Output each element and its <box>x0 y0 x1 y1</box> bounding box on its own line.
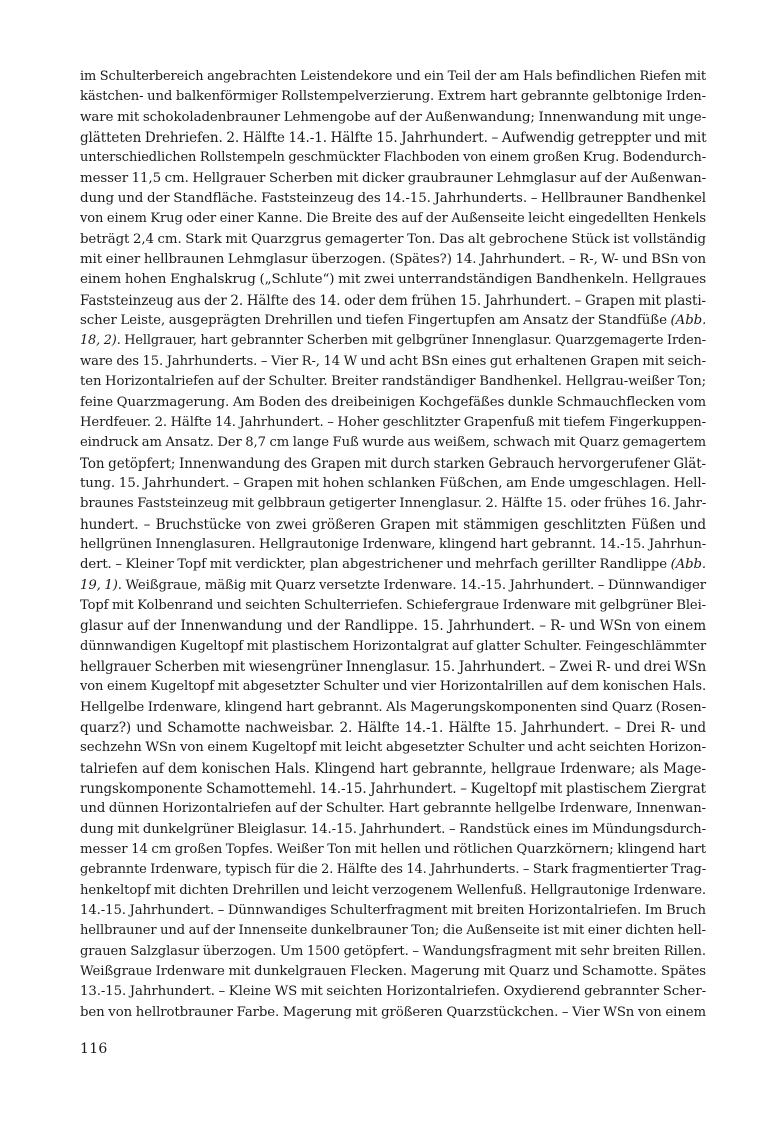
text-run: Faststeinzeug aus der 2. Hälfte des 14. oder dem frühen 15. Jahrhundert. – Grapen mit plasti- <box>80 292 706 309</box>
text-run: hellbrauner und auf der Innenseite dunkelbrauner Ton; die Außenseite ist mit einer dichten hell- <box>80 923 706 939</box>
text-run: kästchen- und balkenförmiger Rollstempelverzierung. Extrem hart gebrannte gelbtonige Irden- <box>80 89 706 105</box>
text-run: Herdfeuer. 2. Hälfte 14. Jahrhundert. – Hoher geschlitzter Grapenfuß mit tiefem Fingerkuppen- <box>80 414 706 430</box>
text-run: messer 14 cm großen Topfes. Weißer Ton mit hellen und rötlichen Quarzkörnern; klingend hart <box>80 842 706 858</box>
text-run: quarz?) und Schamotte nachweisbar. 2. Hälfte 14.-1. Hälfte 15. Jahrhundert. – Drei R- und <box>80 720 706 736</box>
text-line <box>80 1003 706 1023</box>
text-line <box>80 331 706 351</box>
text-line <box>80 454 706 474</box>
text-run: . Hellgrauer, hart gebrannter Scherben mit gelbgrüner Innenglasur. Quarzgemagerte Irden- <box>116 333 706 349</box>
text-line <box>80 616 706 636</box>
text-run: glätteten Drehriefen. 2. Hälfte 14.-1. Hälfte 15. Jahrhundert. – Aufwendig getreppter und mit <box>80 130 707 147</box>
text-run: ware des 15. Jahrhunderts. – Vier R-, 14 W und acht BSn eines gut erhaltenen Grapen mit seich- <box>80 353 706 369</box>
text-line <box>80 779 706 799</box>
text-run: 13.-15. Jahrhundert. – Kleine WS mit seichten Horizontalriefen. Oxydierend gebrannter Scher- <box>80 984 706 1000</box>
text-line <box>80 270 706 290</box>
text-run: Topf mit Kolbenrand und seichten Schulterriefen. Schiefergraue Irdenware mit gelbgrüner Blei- <box>80 597 706 613</box>
text-line <box>80 820 706 840</box>
text-line <box>80 494 706 514</box>
text-run: talriefen auf dem konischen Hals. Klingend hart gebrannte, hellgraue Irdenware; als Mage- <box>80 760 706 777</box>
text-line <box>80 962 706 982</box>
text-run: im Schulterbereich angebrachten Leistendekore und ein Teil der am Hals befindlichen Riefen mit <box>80 69 706 84</box>
text-line <box>80 230 706 250</box>
figure-reference: (Abb. <box>670 557 706 573</box>
text-line <box>80 189 706 209</box>
text-line <box>80 128 706 148</box>
text-line <box>80 413 706 433</box>
text-line <box>80 87 706 107</box>
text-line <box>80 738 706 758</box>
figure-reference: 19, 1) <box>80 577 118 593</box>
text-line <box>80 250 706 270</box>
text-run: von einem Krug oder einer Kanne. Die Breite des auf der Außenseite leicht eingedellten Henkels <box>80 211 706 227</box>
text-run: ten Horizontalriefen auf der Schulter. Breiter randständiger Bandhenkel. Hellgrau-weißer Ton; <box>80 374 706 390</box>
text-line <box>80 555 706 575</box>
text-line <box>80 799 706 819</box>
text-run: scher Leiste, ausgeprägten Drehrillen und tiefen Fingertupfen am Ansatz der Standfüße <box>80 313 671 329</box>
text-run: messer 11,5 cm. Hellgrauer Scherben mit dicker graubrauner Lehmglasur auf der Außenwan- <box>80 170 706 186</box>
text-run: rungskomponente Schamottemehl. 14.-15. Jahrhundert. – Kugeltopf mit plastischem Ziergrat <box>80 781 706 798</box>
text-line <box>80 535 706 555</box>
text-run: feine Quarzmagerung. Am Boden des dreibeinigen Kochgefäßes dunkle Schmauchflecken vom <box>80 394 706 410</box>
text-run: von einem Kugeltopf mit abgesetzter Schulter und vier Horizontalrillen auf dem konischen Hals. <box>80 679 706 695</box>
text-run: hellgrünen Innenglasuren. Hellgrautonige Irdenware, klingend hart gebrannt. 14.-15. Jahrhun- <box>80 536 707 552</box>
text-run: dünnwandigen Kugeltopf mit plastischem Horizontalgrat auf glatter Schulter. Feingeschlämmter <box>80 638 707 654</box>
text-run: beträgt 2,4 cm. Stark mit Quarzgrus gemagerter Ton. Das alt gebrochene Stück ist vollständig <box>80 231 706 247</box>
text-line <box>80 942 706 962</box>
text-line <box>80 637 706 657</box>
text-run: unterschiedlichen Rollstempeln geschmückter Flachboden von einem großen Krug. Bodendurch- <box>80 150 706 166</box>
text-run: glasur auf der Innenwandung und der Randlippe. 15. Jahrhundert. – R- und WSn von einem <box>80 618 706 635</box>
text-run: hundert. – Bruchstücke von zwei größeren Grapen mit stämmigen geschlitzten Füßen und <box>80 516 706 533</box>
text-line <box>80 576 706 596</box>
text-line <box>80 108 706 128</box>
text-run: gebrannte Irdenware, typisch für die 2. Hälfte des 14. Jahrhunderts. – Stark fragmentierter Trag- <box>80 862 706 878</box>
text-line <box>80 982 706 1002</box>
text-line <box>80 901 706 921</box>
text-run: ben von hellrotbrauner Farbe. Magerung mit größeren Quarzstückchen. – Vier WSn von einem <box>80 1004 706 1020</box>
text-run: 14.-15. Jahrhundert. – Dünnwandiges Schulterfragment mit breiten Horizontalriefen. Im Bruch <box>80 903 706 919</box>
text-run: und dünnen Horizontalriefen auf der Schulter. Hart gebrannte hellgelbe Irdenware, Innenwan- <box>80 801 706 817</box>
text-run: Ton getöpfert; Innenwandung des Grapen mit durch starken Gebrauch hervorgerufener Glät- <box>80 455 706 472</box>
text-line <box>80 759 706 779</box>
text-line <box>80 352 706 372</box>
text-run: grauen Salzglasur überzogen. Um 1500 getöpfert. – Wandungsfragment mit sehr breiten Rillen. <box>80 943 706 959</box>
text-run: Weißgraue Irdenware mit dunkelgrauen Flecken. Magerung mit Quarz und Schamotte. Spätes <box>80 964 706 980</box>
text-run: tung. 15. Jahrhundert. – Grapen mit hohen schlanken Füßchen, am Ende umgeschlagen. Hell- <box>80 475 706 491</box>
text-line <box>80 840 706 860</box>
text-run: eindruck am Ansatz. Der 8,7 cm lange Fuß wurde aus weißem, schwach mit Quarz gemagertem <box>80 435 706 451</box>
text-line <box>80 677 706 697</box>
text-run: einem hohen Enghalskrug („Schlute“) mit zwei unterrandständigen Bandhenkeln. Hellgraues <box>80 272 706 288</box>
figure-reference: (Abb. <box>670 313 707 329</box>
text-line <box>80 596 706 616</box>
text-run: ware mit schokoladenbrauner Lehmengobe auf der Außenwandung; Innenwandung mit unge- <box>80 109 706 125</box>
body-text <box>80 67 706 1023</box>
page-number: 116 <box>80 1041 108 1057</box>
text-line <box>80 169 706 189</box>
figure-reference: 18, 2) <box>80 333 117 349</box>
text-run: Hellgelbe Irdenware, klingend hart gebrannt. Als Magerungskomponenten sind Quarz (Rosen- <box>80 699 706 715</box>
text-run: braunes Faststeinzeug mit gelbbraun getigerter Innenglasur. 2. Hälfte 15. oder frühes 16. Jahr- <box>80 496 707 512</box>
text-line <box>80 718 706 738</box>
text-line <box>80 148 706 168</box>
text-run: dert. – Kleiner Topf mit verdickter, plan abgestrichener und mehrfach gerillter Randlippe <box>80 557 671 573</box>
text-run: mit einer hellbraunen Lehmglasur überzogen. (Spätes?) 14. Jahrhundert. – R-, W- und BSn von <box>80 252 706 268</box>
text-run: dung und der Standfläche. Faststeinzeug des 14.-15. Jahrhunderts. – Hellbrauner Bandhenkel <box>80 191 706 207</box>
text-line <box>80 372 706 392</box>
text-line <box>80 657 706 677</box>
text-line <box>80 393 706 413</box>
text-line <box>80 698 706 718</box>
text-line <box>80 433 706 453</box>
text-line <box>80 881 706 901</box>
text-line <box>80 474 706 494</box>
text-line <box>80 209 706 229</box>
text-run: sechzehn WSn von einem Kugeltopf mit leicht abgesetzter Schulter und acht seichten Horizon- <box>80 740 706 756</box>
text-run: . Weißgraue, mäßig mit Quarz versetzte Irdenware. 14.-15. Jahrhundert. – Dünnwandiger <box>117 577 706 593</box>
text-line <box>80 67 706 87</box>
text-line <box>80 311 706 331</box>
text-line <box>80 860 706 880</box>
text-line <box>80 515 706 535</box>
text-line <box>80 921 706 941</box>
text-run: dung mit dunkelgrüner Bleiglasur. 14.-15. Jahrhundert. – Randstück eines im Mündungsdurch- <box>80 821 706 837</box>
text-run: hellgrauer Scherben mit wiesengrüner Innenglasur. 15. Jahrhundert. – Zwei R- und drei WSn <box>80 658 707 675</box>
text-run: henkeltopf mit dichten Drehrillen und leicht verzogenem Wellenfuß. Hellgrautonige Irdenware. <box>80 882 706 898</box>
text-line <box>80 291 706 311</box>
